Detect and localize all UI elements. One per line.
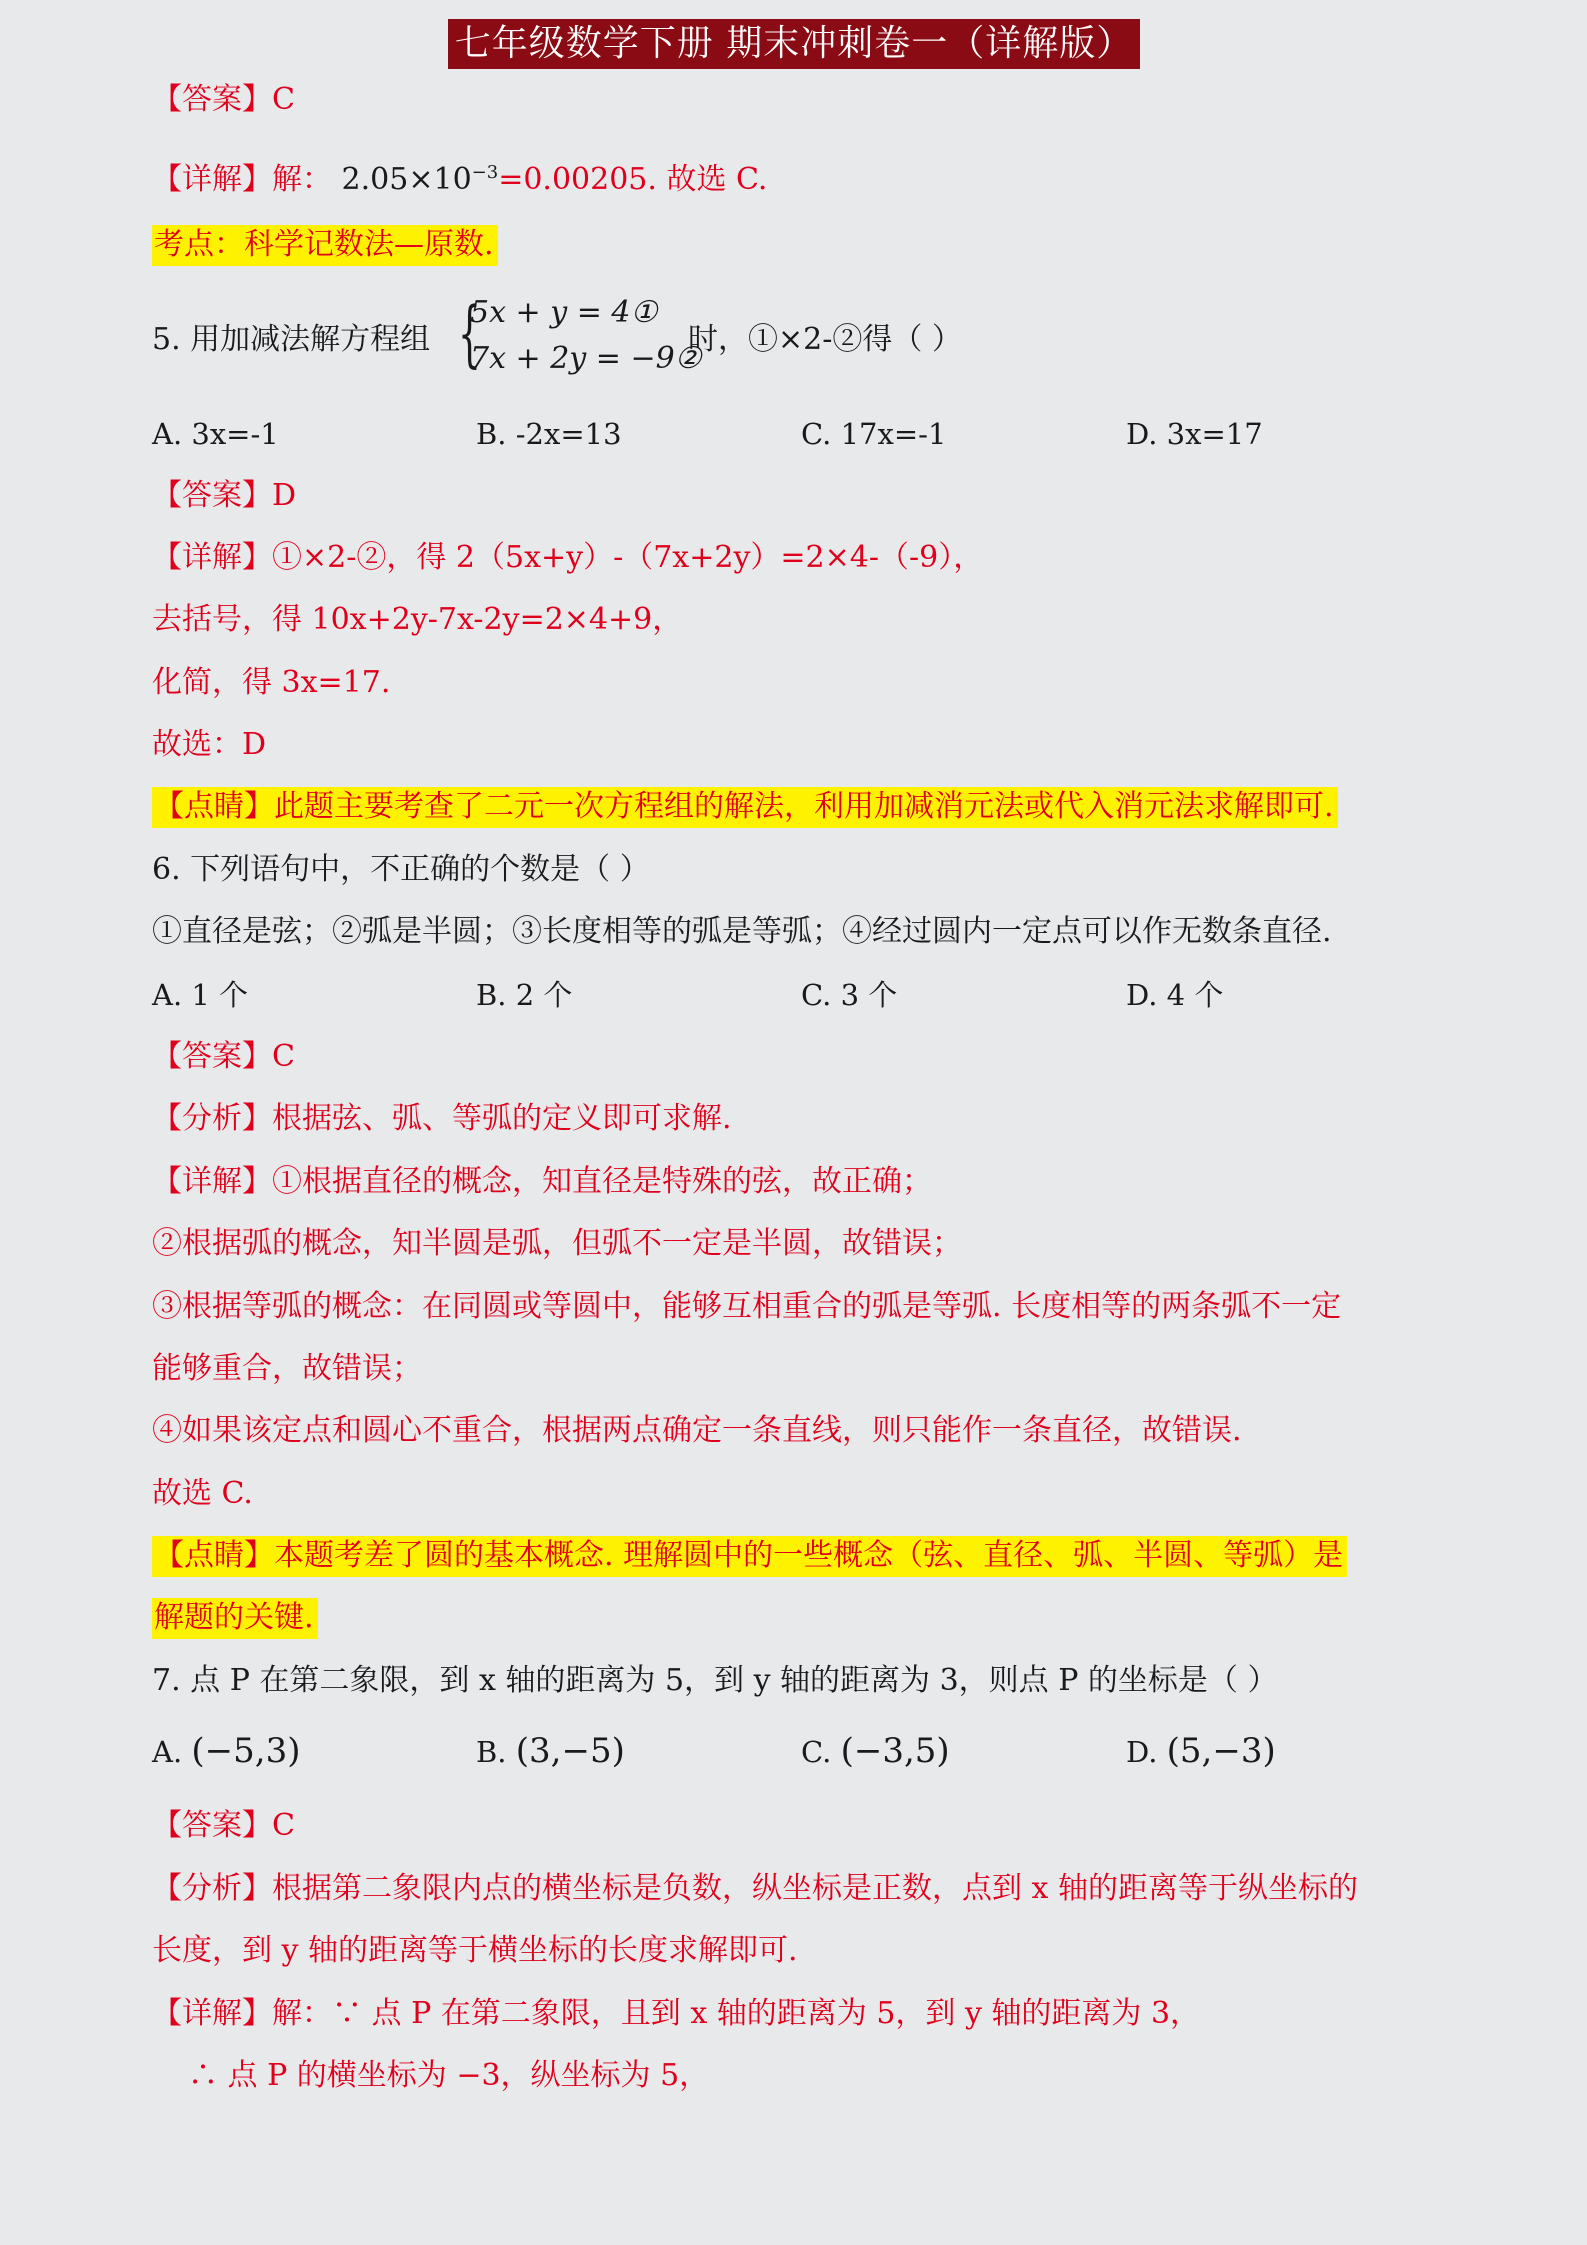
q6-option-b: B. 2 个: [476, 978, 573, 1012]
q6-detail-line: 能够重合，故错误；: [152, 1351, 422, 1386]
q5-stem-prefix: 5. 用加减法解方程组: [152, 322, 431, 357]
q4-point: [152, 225, 498, 265]
q6-stem: 6. 下列语句中，不正确的个数是（ ）: [152, 852, 650, 887]
q6-detail-line: 【详解】①根据直径的概念，知直径是特殊的弦，故正确；: [152, 1164, 932, 1199]
q7-option-d-letter: D.: [1126, 1735, 1158, 1769]
q5-answer: 【答案】D: [152, 478, 297, 513]
q6-option-d: D. 4 个: [1126, 978, 1224, 1012]
q7-option-c-value: (−3,5): [840, 1731, 950, 1771]
q6-comment-text: 解题的关键.: [152, 1598, 318, 1639]
q4-detail-rest: =0.00205. 故选 C.: [498, 162, 768, 197]
q6-detail-line: ②根据弧的概念，知半圆是弧，但弧不一定是半圆，故错误；: [152, 1226, 962, 1261]
q5-detail-line: 去括号，得 10x+2y-7x-2y=2×4+9，: [152, 602, 683, 637]
q7-option-c: [801, 1731, 950, 1772]
q5-option-c: C. 17x=-1: [801, 417, 947, 451]
q7-option-b-value: (3,−5): [515, 1731, 625, 1771]
q6-option-c: C. 3 个: [801, 978, 898, 1012]
q7-option-b: [476, 1731, 625, 1772]
q7-option-a: [152, 1731, 300, 1772]
q6-statements: ①直径是弦；②弧是半圆；③长度相等的弧是等弧；④经过圆内一定点可以作无数条直径.: [152, 914, 1332, 949]
q7-stem: 7. 点 P 在第二象限，到 x 轴的距离为 5，到 y 轴的距离为 3，则点 P 的坐标是（ ）: [152, 1663, 1278, 1698]
q6-detail-line: 故选 C.: [152, 1476, 253, 1511]
q7-option-d-value: (5,−3): [1166, 1731, 1276, 1771]
q7-answer: 【答案】C: [152, 1808, 295, 1843]
q6-comment-line: [152, 1598, 318, 1638]
q6-detail-line: ③根据等弧的概念：在同圆或等圆中，能够互相重合的弧是等弧. 长度相等的两条弧不一定: [152, 1289, 1342, 1324]
q4-detail: [152, 153, 767, 200]
q6-analysis: 【分析】根据弦、弧、等弧的定义即可求解.: [152, 1101, 732, 1136]
q7-option-a-letter: A.: [152, 1735, 183, 1769]
document-title: 七年级数学下册 期末冲刺卷一（详解版）: [448, 19, 1140, 69]
q7-analysis-line: 【分析】根据第二象限内点的横坐标是负数，纵坐标是正数，点到 x 轴的距离等于纵坐标的: [152, 1871, 1358, 1906]
q7-detail-line: ∴ 点 P 的横坐标为 −3，纵坐标为 5，: [188, 2058, 710, 2093]
q5-detail-line: 【详解】①×2-②，得 2（5x+y）-（7x+2y）=2×4-（-9），: [152, 540, 984, 575]
q6-answer: 【答案】C: [152, 1039, 295, 1074]
q7-detail-line: 【详解】解：∵ 点 P 在第二象限，且到 x 轴的距离为 5，到 y 轴的距离为 3，: [152, 1996, 1201, 2031]
q4-point-text: 考点：科学记数法—原数.: [152, 225, 498, 266]
q5-option-b: B. -2x=13: [476, 417, 622, 451]
q5-detail-line: 化简，得 3x=17.: [152, 665, 391, 700]
q5-eq2: 7x + 2y = −9②: [470, 341, 702, 376]
q5-comment: [152, 787, 1338, 827]
q7-analysis-line: 长度，到 y 轴的距离等于横坐标的长度求解即可.: [152, 1933, 798, 1968]
q7-option-b-letter: B.: [476, 1735, 507, 1769]
q7-option-a-value: (−5,3): [191, 1731, 301, 1771]
q4-answer: 【答案】C: [152, 82, 295, 117]
q4-detail-label: 【详解】解：: [152, 162, 332, 197]
q7-option-c-letter: C.: [801, 1735, 832, 1769]
q6-comment-text: 【点睛】本题考差了圆的基本概念. 理解圆中的一些概念（弦、直径、弧、半圆、等弧）是: [152, 1536, 1347, 1577]
q6-option-a: A. 1 个: [152, 978, 249, 1012]
q6-detail-line: ④如果该定点和圆心不重合，根据两点确定一条直线，则只能作一条直径，故错误.: [152, 1413, 1242, 1448]
q6-comment-line: [152, 1536, 1347, 1576]
brace-symbol: {: [458, 291, 481, 375]
q5-stem-suffix: 时，①×2-②得（ ）: [688, 322, 962, 357]
q7-option-d: [1126, 1731, 1276, 1772]
q5-option-a: A. 3x=-1: [152, 417, 279, 451]
q5-detail-line: 故选：D: [152, 727, 267, 762]
q4-detail-exp: −3: [471, 162, 499, 183]
q5-eq1: 5x + y = 4①: [470, 295, 658, 330]
q5-comment-text: 【点睛】此题主要考查了二元一次方程组的解法，利用加减消元法或代入消元法求解即可.: [152, 787, 1338, 828]
q4-detail-base: 2.05×10: [341, 162, 472, 197]
q5-option-d: D. 3x=17: [1126, 417, 1263, 451]
